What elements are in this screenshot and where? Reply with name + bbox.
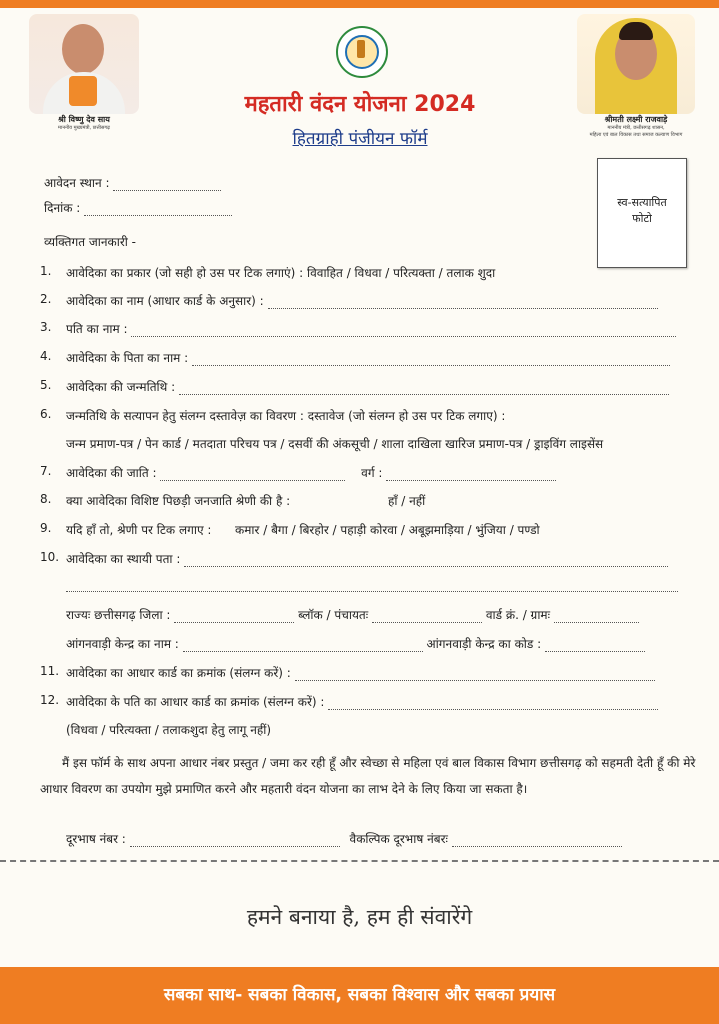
- pvtg-question: क्या आवेदिका विशिष्ट पिछड़ी जनजाति श्रेणी की है :: [66, 494, 291, 508]
- application-place-label: आवेदन स्थान :: [44, 176, 110, 190]
- application-place-row: [44, 174, 221, 191]
- item-number: 4.: [40, 349, 52, 363]
- phone-row: [66, 830, 622, 847]
- caste-label: आवेदिका की जाति :: [66, 466, 157, 480]
- applicant-type-row[interactable]: आवेदिका का प्रकार (जो सही हो उस पर टिक लगाएं) : विवाहित / विधवा / परित्यक्ता / तलाक शुदा: [66, 266, 496, 280]
- husband-name-label: पति का नाम :: [66, 322, 128, 336]
- item-number: 2.: [40, 292, 52, 306]
- address-row: [66, 550, 668, 567]
- item-number: 11.: [40, 664, 60, 678]
- item-number: 1.: [40, 264, 52, 278]
- item-number: 8.: [40, 492, 52, 506]
- top-orange-band: [0, 0, 719, 8]
- date-label: दिनांक :: [44, 201, 81, 215]
- aadhaar-declaration: मैं इस फॉर्म के साथ अपना आधार नंबर प्रस्तुत / जमा कर रही हूँ और स्वेच्छा से महिला एवं बाल विकास विभाग छत्तीसगढ़ को सहमती देती हूँ की मेरे आधार विवरण का उपयोग मुझे प्रमाणित करने और महतारी वंदन योजना का लाभ देने के लिए किया जा सकता है।: [40, 756, 696, 796]
- ward-village-label: वार्ड क्रं. / ग्रामः: [485, 608, 551, 622]
- scheme-title: महतारी वंदन योजना 2024: [244, 92, 476, 117]
- phone-label: दूरभाष नंबर :: [66, 832, 126, 846]
- date-row: [44, 199, 232, 216]
- category-field[interactable]: [386, 470, 556, 481]
- address-field[interactable]: [184, 556, 668, 567]
- item-number: 12.: [40, 693, 60, 707]
- anganwadi-code-field[interactable]: [545, 641, 645, 652]
- dob-label: आवेदिका की जन्मतिथि :: [66, 380, 176, 394]
- address-label: आवेदिका का स्थायी पता :: [66, 552, 181, 566]
- item-number: 7.: [40, 464, 52, 478]
- anganwadi-name-field[interactable]: [183, 641, 423, 652]
- husband-name-field[interactable]: [131, 326, 676, 337]
- block-panchayat-field[interactable]: [372, 612, 482, 623]
- district-field[interactable]: [174, 612, 294, 623]
- husband-aadhaar-note: (विधवा / परित्यक्ता / तलाकशुदा हेतु लागू नहीं): [66, 723, 272, 737]
- minister-designation-2: महिला एवं बाल विकास तथा समाज कल्याण विभाग: [589, 132, 683, 138]
- chief-minister-block: [18, 14, 150, 132]
- husband-aadhaar-label: आवेदिका के पति का आधार कार्ड का क्रमांक (संलग्न करें) :: [66, 695, 325, 709]
- chief-minister-photo: [29, 14, 139, 114]
- phone-field[interactable]: [130, 836, 340, 847]
- pvtg-options[interactable]: हाँ / नहीं: [388, 494, 426, 508]
- husband-aadhaar-field[interactable]: [328, 699, 658, 710]
- item-number: 3.: [40, 320, 52, 334]
- anganwadi-row: [66, 635, 645, 652]
- category-label: वर्ग :: [361, 466, 383, 480]
- personal-info-heading: व्यक्तिगत जानकारी -: [44, 235, 137, 249]
- header: [0, 8, 719, 158]
- father-name-row: [66, 349, 670, 366]
- minister-designation-1: माननीय मंत्री, छत्तीसगढ़ शासन,: [607, 125, 665, 131]
- state-emblem-icon: [336, 26, 388, 78]
- pvtg-category-options[interactable]: कमार / बैगा / बिरहोर / पहाड़ी कोरवा / अबूझमाड़िया / भुंजिया / पण्डो: [235, 523, 540, 537]
- item-number: 9.: [40, 521, 52, 535]
- state-district-label: राज्यः छत्तीसगढ़ जिला :: [66, 608, 171, 622]
- dob-field[interactable]: [179, 384, 669, 395]
- footer-slogan: सबका साथ- सबका विकास, सबका विश्वास और सबका प्रयास: [0, 967, 719, 1024]
- address-field-2[interactable]: [66, 581, 678, 592]
- husband-aadhaar-row: [66, 693, 658, 710]
- minister-photo: [577, 14, 695, 114]
- applicant-name-label: आवेदिका का नाम (आधार कार्ड के अनुसार) :: [66, 294, 264, 308]
- alt-phone-field[interactable]: [452, 836, 622, 847]
- photo-label-1: स्व-सत्यापित: [617, 196, 667, 209]
- anganwadi-name-label: आंगनवाड़ी केन्द्र का नाम :: [66, 637, 179, 651]
- applicant-name-field[interactable]: [268, 298, 658, 309]
- date-field[interactable]: [84, 205, 232, 216]
- chief-minister-designation: माननीय मुख्यमंत्री, छत्तीसगढ़: [58, 125, 110, 131]
- minister-name: श्रीमती लक्ष्मी राजवाड़े: [604, 115, 668, 124]
- aadhaar-label: आवेदिका का आधार कार्ड का क्रमांक (संलग्न करें) :: [66, 666, 291, 680]
- father-name-label: आवेदिका के पिता का नाम :: [66, 351, 189, 365]
- father-name-field[interactable]: [192, 355, 670, 366]
- dob-proof-options[interactable]: जन्म प्रमाण-पत्र / पेन कार्ड / मतदाता परिचय पत्र / दसवीं की अंकसूची / शाला दाखिला खारिज प्रमाण-पत्र / ड्राइविंग लाइसेंस: [66, 437, 604, 451]
- caste-row: [66, 464, 556, 481]
- photo-label-2: फोटो: [632, 212, 652, 225]
- anganwadi-code-label: आंगनवाड़ी केन्द्र का कोड :: [426, 637, 542, 651]
- alt-phone-label: वैकल्पिक दूरभाष नंबरः: [349, 832, 448, 846]
- address-line-2: [66, 578, 678, 592]
- item-number: 6.: [40, 407, 52, 421]
- district-row: [66, 606, 639, 623]
- husband-name-row: [66, 320, 676, 337]
- dob-row: [66, 378, 669, 395]
- tagline: हमने बनाया है, हम ही संवारेंगे: [246, 905, 473, 929]
- application-place-field[interactable]: [113, 180, 221, 191]
- dashed-divider: [0, 860, 719, 862]
- aadhaar-field[interactable]: [295, 670, 655, 681]
- ward-village-field[interactable]: [554, 612, 639, 623]
- block-panchayat-label: ब्लॉक / पंचायतः: [298, 608, 369, 622]
- photo-placeholder-box[interactable]: [597, 158, 687, 268]
- applicant-name-row: [66, 292, 658, 309]
- item-number: 5.: [40, 378, 52, 392]
- pvtg-category-label: यदि हाँ तो, श्रेणी पर टिक लगाए :: [66, 523, 212, 537]
- chief-minister-name: श्री विष्णु देव साय: [58, 115, 110, 124]
- form-subtitle: हितग्राही पंजीयन फॉर्म: [292, 129, 428, 149]
- aadhaar-row: [66, 664, 655, 681]
- minister-block: [566, 14, 706, 139]
- item-number: 10.: [40, 550, 60, 564]
- caste-field[interactable]: [160, 470, 345, 481]
- dob-proof-label: जन्मतिथि के सत्यापन हेतु संलग्न दस्तावेज़ का विवरण : दस्तावेज (जो संलग्न हो उस पर टिक लगाए) :: [66, 409, 506, 423]
